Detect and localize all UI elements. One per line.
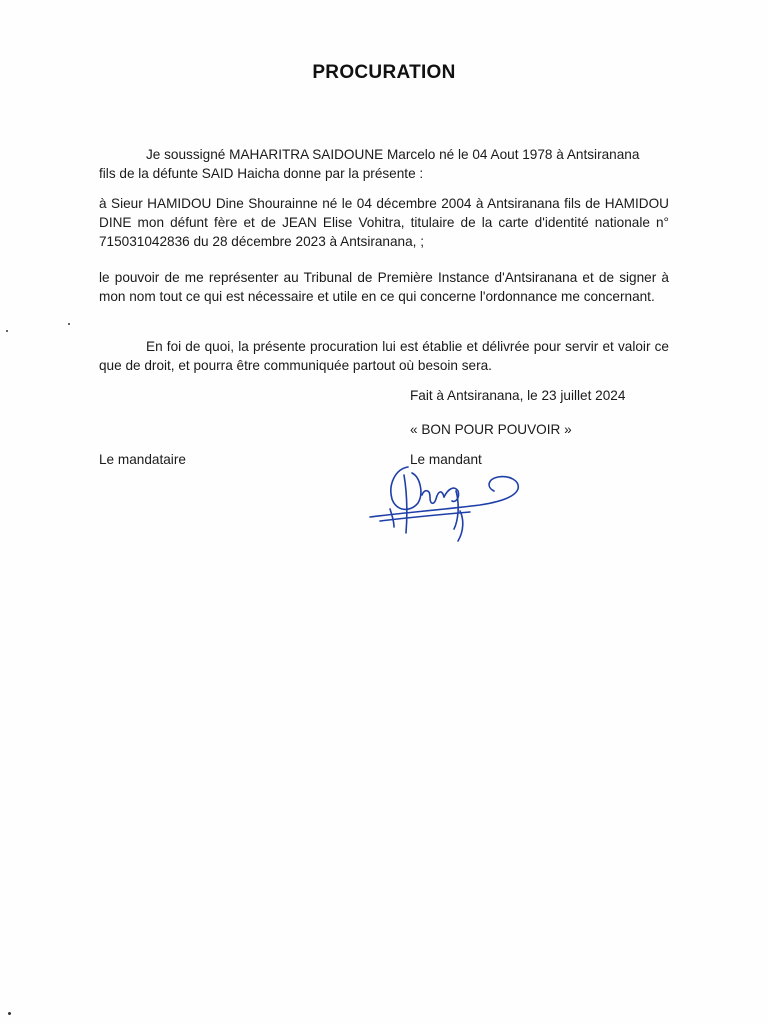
- paragraph-beneficiary: à Sieur HAMIDOU Dine Shourainne né le 04 décembre 2004 à Antsiranana fils de HAMIDOU DINE mon défunt fère et de JEAN Elise Vohitra, titulaire de la carte d'identité nationale n° 715031042836 du 28 décembre 2023 à Antsiranana, ;: [99, 196, 669, 249]
- paragraph-closing: En foi de quoi, la présente procuration lui est établie et délivrée pour servir et valoir ce que de droit, et pourra être communiquée partout où besoin sera.: [99, 339, 669, 373]
- paragraph-declarant-line2: fils de la défunte SAID Haicha donne par la présente :: [99, 166, 424, 181]
- paragraph-declarant: [99, 145, 669, 183]
- mandataire-label: Le mandataire: [99, 452, 186, 467]
- handwritten-signature: [360, 455, 530, 550]
- scan-speck-2: [8, 1012, 11, 1015]
- paragraph-powers: le pouvoir de me représenter au Tribunal de Première Instance d'Antsiranana et de signer à mon nom tout ce qui est nécessaire et utile en ce qui concerne l'ordonnance me concernant.: [99, 270, 669, 304]
- mandant-label: Le mandant: [410, 452, 482, 467]
- document-title: PROCURATION: [312, 62, 456, 83]
- bon-pour-pouvoir-mention: « BON POUR POUVOIR »: [410, 422, 572, 437]
- scan-speck-1: [6, 330, 8, 332]
- place-date-line: Fait à Antsiranana, le 23 juillet 2024: [410, 388, 626, 403]
- scan-speck-3: [68, 323, 70, 325]
- paragraph-declarant-line1: Je soussigné MAHARITRA SAIDOUNE Marcelo né le 04 Aout 1978 à Antsiranana: [146, 147, 640, 162]
